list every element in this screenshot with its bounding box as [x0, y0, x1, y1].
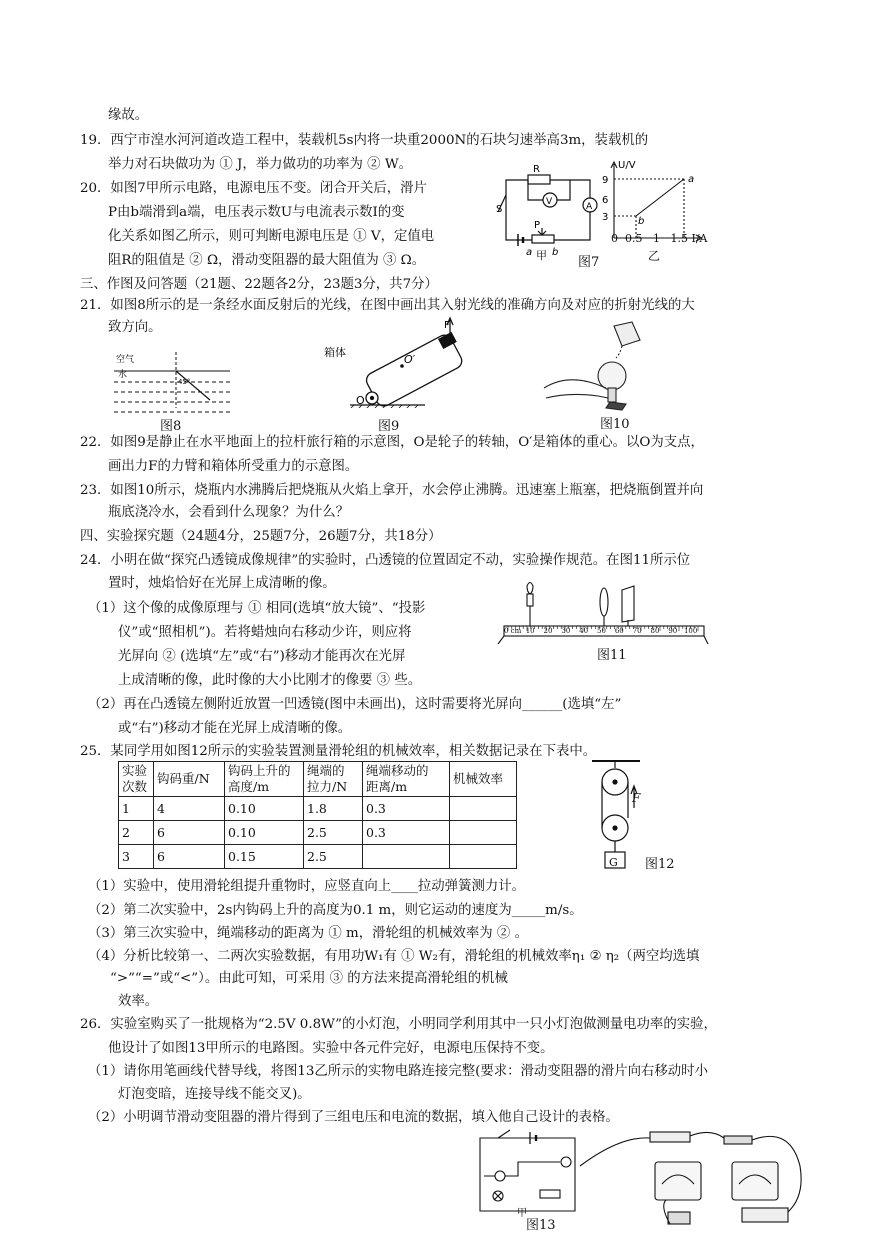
table-row: 2 6 0.10 2.5 0.3 [119, 821, 517, 845]
text-line: （1）请你用笔画线代替导线，将图13乙所示的实物电路连接完整(要求：滑动变阻器的滑片向右移动时小 [88, 1064, 708, 1079]
label-box: 箱体 [324, 346, 346, 359]
label-R: R [533, 164, 540, 175]
question-22: 22．如图9是静止在水平地面上的拉杆旅行箱的示意图，O是轮子的转轴，O′是箱体的重心。以O为支点， [80, 435, 704, 450]
text-line: （2）再在凸透镜左侧附近放置一凹透镜(图中未画出)，这时需要将光屏向______(选填“左” [88, 697, 622, 712]
label-F: F [444, 320, 450, 331]
text-line: 致方向。 [108, 320, 162, 335]
question-26: 26．实验室购买了一批规格为“2.5V 0.8W”的小灯泡，小明同学利用其中一只小灯泡做测量电功率的实验， [80, 1017, 717, 1032]
question-20: 20．如图7甲所示电路，电源电压不变。闭合开关后，滑片 [80, 181, 427, 196]
text-line: 上成清晰的像，此时像的大小比刚才的像要 ③ 些。 [118, 673, 422, 688]
text-line: （2）第二次实验中，2s内钩码上升的高度为0.1 m，则它运动的速度为_____m/s。 [88, 903, 583, 918]
text-line: （1）实验中，使用滑轮组提升重物时，应竖直向上____拉动弹簧测力计。 [88, 879, 526, 894]
table-row: 1 4 0.10 1.8 0.3 [119, 797, 517, 821]
figure-12-G: G [609, 856, 618, 869]
label-O-prime: O′ [404, 353, 416, 366]
question-23: 23．如图10所示，烧瓶内水沸腾后把烧瓶从火焰上拿开，水会停止沸腾。迅速塞上瓶塞，把烧瓶倒置并向 [80, 483, 704, 498]
label-a: a [526, 247, 533, 258]
figure-11-ruler: 0 cm 10 20 30 40 50 60 70 80 90 100 [504, 627, 698, 635]
figure-10 [536, 318, 686, 414]
figure-12-F: F [632, 791, 641, 805]
figure-10-caption: 图10 [600, 417, 630, 432]
label-S: S [496, 204, 503, 215]
figure-9-caption: 图9 [378, 419, 400, 434]
y-tick: 9 [602, 175, 609, 186]
text-line: 化关系如图乙所示，则可判断电源电压是 ① V，定值电 [108, 229, 435, 244]
text-line: 灯泡变暗，连接导线不能交叉)。 [118, 1087, 311, 1102]
text-line: P由b端滑到a端，电压表示数U与电流表示数I的变 [108, 205, 405, 220]
text-line: （2）小明调节滑动变阻器的滑片得到了三组电压和电流的数据，填入他自己设计的表格。 [88, 1110, 619, 1125]
text-line: 缘故。 [108, 108, 149, 123]
text-line: （1）这个像的成像原理与 ① 相同(选填“放大镜”、“投影 [88, 601, 426, 616]
label-V: V [546, 197, 553, 207]
text-line: 或“右”)移动才能在光屏上成清晰的像。 [118, 721, 352, 736]
question-19: 19．西宁市湟水河河道改造工程中，装载机5s内将一块重2000N的石块匀速举高3m，装载机的 [80, 133, 649, 148]
figure-13 [470, 1126, 869, 1228]
label-water: 水 [118, 370, 128, 380]
text-line: 阻R的阻值是 ② Ω，滑动变阻器的最大阻值为 ③ Ω。 [108, 253, 426, 268]
figure-12-caption: 图12 [645, 857, 675, 872]
figure-8-caption: 图8 [160, 419, 182, 434]
text-line: 画出力F的力臂和箱体所受重力的示意图。 [108, 459, 359, 474]
text-line: 效率。 [118, 994, 159, 1009]
question-24: 24．小明在做“探究凸透镜成像规律”的实验时，凸透镜的位置固定不动，实验操作规范。在图11所示位 [80, 553, 691, 568]
label-P: P [534, 220, 541, 231]
text-line: 瓶底浇冷水，会看到什么现象？为什么？ [108, 505, 350, 520]
point-a-label: a [688, 174, 695, 185]
y-axis-label: U/V [618, 160, 636, 171]
table-header-row: 实验 次数 钩码重/N 钩码上升的 高度/m 绳端的 拉力/N 绳端移动的 距离/m 机械效率 [119, 762, 517, 797]
figure-13-jia-caption: 甲 [517, 1208, 527, 1219]
figure-7-yi-caption: 乙 [648, 249, 661, 263]
text-line: 举力对石块做功为 ① J，举力做功的功率为 ② W。 [108, 157, 412, 172]
y-tick: 3 [602, 212, 609, 223]
figure-7-jia-caption: 甲 [536, 249, 547, 262]
text-line: 他设计了如图13甲所示的电路图。实验中各元件完好，电源电压保持不变。 [108, 1041, 554, 1056]
point-b-label: b [638, 216, 645, 227]
figure-7-circuit [490, 160, 609, 260]
figure-7-x-ticks: 0 0.5 1 1.5 I/A [611, 232, 708, 245]
label-b: b [552, 247, 559, 258]
section-heading: 四、实验探究题（24题4分，25题7分，26题7分，共18分） [80, 529, 442, 544]
angle-label: 45° [178, 378, 191, 386]
question-21: 21．如图8所示的是一条经水面反射后的光线，在图中画出其入射光线的准确方向及对应的折射光线的大 [80, 298, 695, 313]
data-table [118, 761, 517, 869]
section-heading: 三、作图及问答题（21题、22题各2分，23题3分，共7分） [80, 277, 438, 292]
figure-11-caption: 图11 [597, 648, 627, 663]
figure-13-caption: 图13 [526, 1218, 556, 1233]
figure-8 [112, 340, 232, 416]
figure-9 [320, 316, 470, 408]
text-line: （4）分析比较第一、二两次实验数据，有用功W₁有 ① W₂有，滑轮组的机械效率η₁ ② η₂（两空均选填 [88, 949, 700, 964]
question-25: 25．某同学用如图12所示的实验装置测量滑轮组的机械效率，相关数据记录在下表中。 [80, 744, 597, 759]
label-A: A [586, 202, 593, 212]
text-line: 仪”或“照相机”)。若将蜡烛向右移动少许，则应将 [118, 625, 412, 640]
text-line: 置时，烛焰恰好在光屏上成清晰的像。 [108, 576, 336, 591]
label-air: 空气 [116, 355, 135, 365]
text-line: 光屏向 ② (选填“左”或“右”)移动才能再次在光屏 [118, 649, 406, 664]
y-tick: 6 [602, 195, 609, 206]
table-row: 3 6 0.15 2.5 [119, 845, 517, 869]
text-line: （3）第三次实验中，绳端移动的距离为 ① m，滑轮组的机械效率为 ② 。 [88, 926, 528, 941]
label-O: O [356, 394, 365, 407]
text-line: “>”“=”或“<”）。由此可知，可采用 ③ 的方法来提高滑轮组的机械 [110, 971, 508, 986]
figure-7-caption: 图7 [578, 255, 600, 270]
